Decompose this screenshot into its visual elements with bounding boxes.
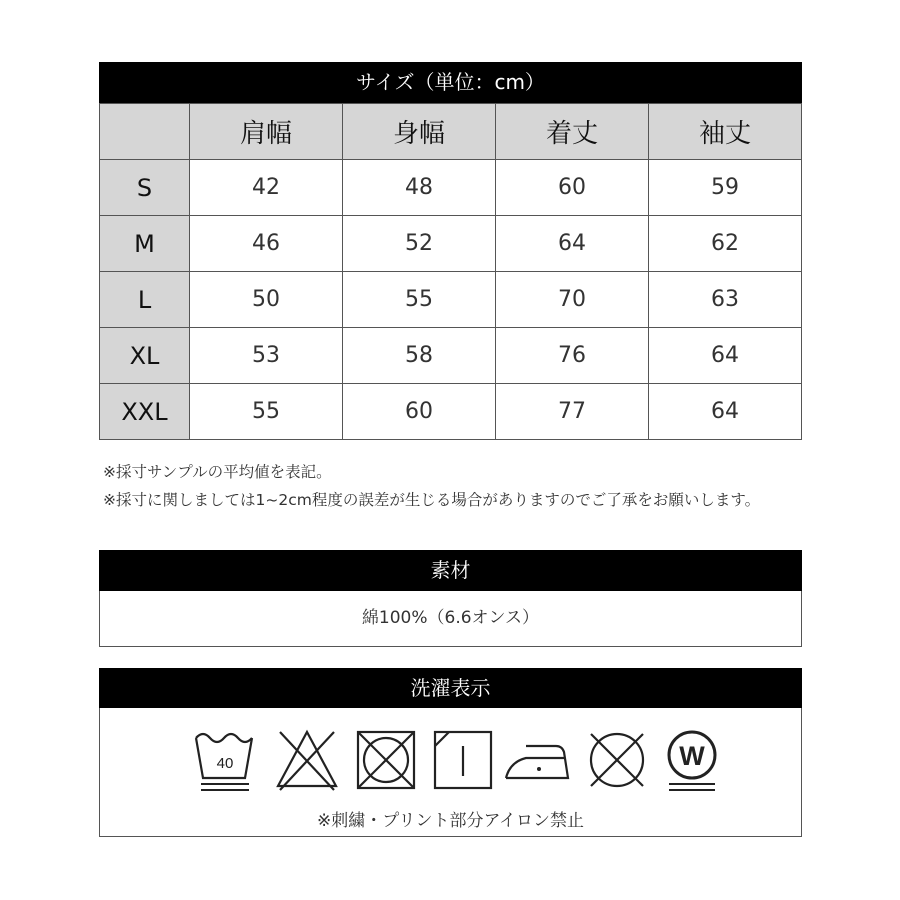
table-row	[100, 272, 802, 328]
note-line: ※採寸に関しましては1~2cm程度の誤差が生じる場合がありますのでご了承をお願いします。	[103, 491, 761, 509]
table-cell: 76	[496, 328, 649, 384]
wash-temperature: 40	[216, 755, 234, 772]
table-cell: 42	[190, 160, 343, 216]
table-cell: 55	[190, 384, 343, 440]
table-cell: 59	[649, 160, 802, 216]
care-title: 洗濯表示	[99, 668, 802, 708]
table-cell: 58	[343, 328, 496, 384]
table-cell: 48	[343, 160, 496, 216]
table-cell: 52	[343, 216, 496, 272]
table-cell: 64	[649, 384, 802, 440]
table-row	[100, 160, 802, 216]
wet-clean-icon	[657, 726, 727, 796]
table-cell: 60	[496, 160, 649, 216]
material-section	[99, 550, 802, 647]
no-tumble-dry-icon	[351, 726, 421, 796]
care-icons	[100, 726, 801, 796]
col-header-chest: 身幅	[343, 104, 496, 160]
row-header-size: S	[100, 160, 190, 216]
table-cell: 60	[343, 384, 496, 440]
row-header-size: XL	[100, 328, 190, 384]
material-title: 素材	[99, 550, 802, 591]
wet-clean-letter: W	[679, 741, 705, 771]
table-cell: 55	[343, 272, 496, 328]
material-value: 綿100%（6.6オンス）	[99, 591, 802, 647]
size-section	[99, 62, 802, 440]
col-header-sleeve: 袖丈	[649, 104, 802, 160]
table-cell: 62	[649, 216, 802, 272]
table-row	[100, 216, 802, 272]
no-dry-clean-icon	[582, 726, 652, 796]
table-cell: 53	[190, 328, 343, 384]
table-cell: 46	[190, 216, 343, 272]
size-header-row	[100, 104, 802, 160]
row-header-size: M	[100, 216, 190, 272]
size-table	[99, 103, 802, 440]
table-row	[100, 384, 802, 440]
care-section	[99, 668, 802, 837]
table-cell: 63	[649, 272, 802, 328]
table-cell: 64	[496, 216, 649, 272]
table-cell: 64	[649, 328, 802, 384]
col-header-length: 着丈	[496, 104, 649, 160]
table-cell: 50	[190, 272, 343, 328]
care-body	[99, 708, 802, 837]
no-bleach-icon	[272, 726, 342, 796]
table-cell: 77	[496, 384, 649, 440]
line-dry-shade-icon	[428, 726, 498, 796]
row-header-size: XXL	[100, 384, 190, 440]
table-row	[100, 328, 802, 384]
iron-low-icon	[502, 726, 572, 796]
wash-40-icon	[191, 726, 261, 796]
note-line: ※採寸サンプルの平均値を表記。	[103, 463, 332, 481]
col-header-shoulder: 肩幅	[190, 104, 343, 160]
table-cell: 70	[496, 272, 649, 328]
care-note: ※刺繍・プリント部分アイロン禁止	[316, 811, 585, 831]
size-title: サイズ（単位：cm）	[99, 62, 802, 103]
corner-cell	[100, 104, 190, 160]
measurement-notes	[103, 458, 760, 514]
row-header-size: L	[100, 272, 190, 328]
